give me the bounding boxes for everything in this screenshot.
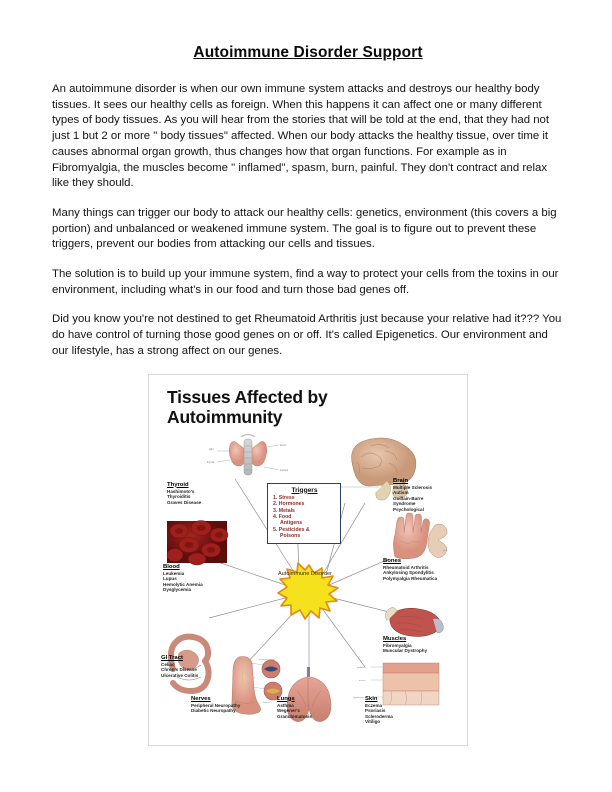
- group-label-muscles: Muscles Fibromyalgia Muscular Dystrophy: [383, 635, 428, 654]
- autoimmune-disorder-starburst: [278, 563, 338, 619]
- svg-text:thyroid: thyroid: [207, 460, 215, 464]
- autoimmunity-infographic: [148, 374, 468, 746]
- body-paragraph-1: An autoimmune disorder is when our own immune system attacks and destroys our healthy body tissues. It sees our healthy cells as foreign. When this happens it can affect one or many different types of body tissues. As you will hear from the stories that will be told at the end, that they had not just 1 but 2 or more " body tissues" affected. When our body attacks the healthy tissue, over time it causes abnormal organ growth, thus changes how that organ functions. For example as in Fibromyalgia, the muscles become " inflamed", spasm, burn, painful. They don't contract and relax like they should.: [52, 83, 550, 190]
- thyroid-illustration: [207, 434, 289, 475]
- group-label-lungs: Lungs Asthma Wegener's Granulomatosis: [277, 695, 312, 719]
- svg-text:microvasculature: microvasculature: [259, 658, 275, 661]
- trigger-item: 1. Stress: [273, 495, 295, 502]
- group-label-brain: Brain Multiple Sclerosis Autism Guillain-Barre Syndrome Psychological: [393, 477, 433, 513]
- svg-text:trachea: trachea: [280, 468, 288, 472]
- trigger-item: 2. Hormones: [273, 501, 305, 508]
- bones-illustration: [394, 513, 448, 559]
- group-label-skin: Skin Eczema Psoriasis Scleroderma Vitiligo: [365, 695, 393, 725]
- group-label-gi-tract: GI Tract Celiac Chron's Disease Ulcerative Colitis: [161, 654, 199, 678]
- body-paragraph-3: The solution is to build up your immune system, find a way to protect your cells from the toxins in our environment, including what's in our food and turn those bad genes off.: [52, 268, 559, 296]
- page-title: Autoimmune Disorder Support: [193, 44, 423, 61]
- trigger-item: Poisons: [280, 532, 301, 539]
- trigger-item: 5. Pesticides &: [273, 526, 310, 533]
- svg-text:epidermis: epidermis: [357, 666, 367, 669]
- svg-text:larynx: larynx: [280, 443, 287, 447]
- triggers-box: [267, 483, 341, 545]
- blood-illustration: [167, 520, 228, 565]
- svg-text:right: right: [209, 447, 214, 451]
- svg-text:hypodermis: hypodermis: [353, 696, 364, 699]
- body-paragraph-2: Many things can trigger our body to attack our healthy cells: genetics, environment (this covers a big portion) and unbalanced or weakened immune system. The goal is to figure out to prevent these triggers, prevent our bodies from attacking our cells and tissues.: [52, 206, 557, 251]
- svg-text:fascicle: fascicle: [263, 701, 270, 704]
- infographic-title: Tissues Affected by Autoimmunity: [167, 386, 328, 427]
- group-label-nerves: Nerves Peripheral Neuropathy Diabetic Neuropathy: [191, 695, 241, 714]
- starburst-label: Autoimmune Disorder: [277, 570, 333, 577]
- triggers-heading: Triggers: [291, 486, 318, 494]
- trigger-item: Antigens: [280, 520, 303, 527]
- trigger-item: 4. Food: [273, 513, 292, 520]
- group-label-bones: Bones Rheumatoid Arthritis Ankylosing Spondylitis Polymyalgia Rheumatica: [383, 557, 438, 581]
- group-label-thyroid: Thyroid Hashimoto's Thyroiditis Graves Disease: [167, 481, 202, 505]
- group-label-blood: Blood Leukemia Lupus Hemolytic Anemia Dysglycemia: [163, 563, 203, 593]
- svg-text:dermis: dermis: [359, 679, 366, 682]
- trigger-item: 3. Metals: [273, 507, 295, 514]
- muscles-illustration: [385, 607, 443, 636]
- svg-text:joint: joint: [443, 549, 448, 552]
- body-paragraph-4: Did you know you're not destined to get Rheumatoid Arthritis just because your relative had it??? You do have control of turning those good genes on or off. It's called Epigenetics. Our environment and our lifestyle, has a strong affect on our genes.: [52, 313, 562, 357]
